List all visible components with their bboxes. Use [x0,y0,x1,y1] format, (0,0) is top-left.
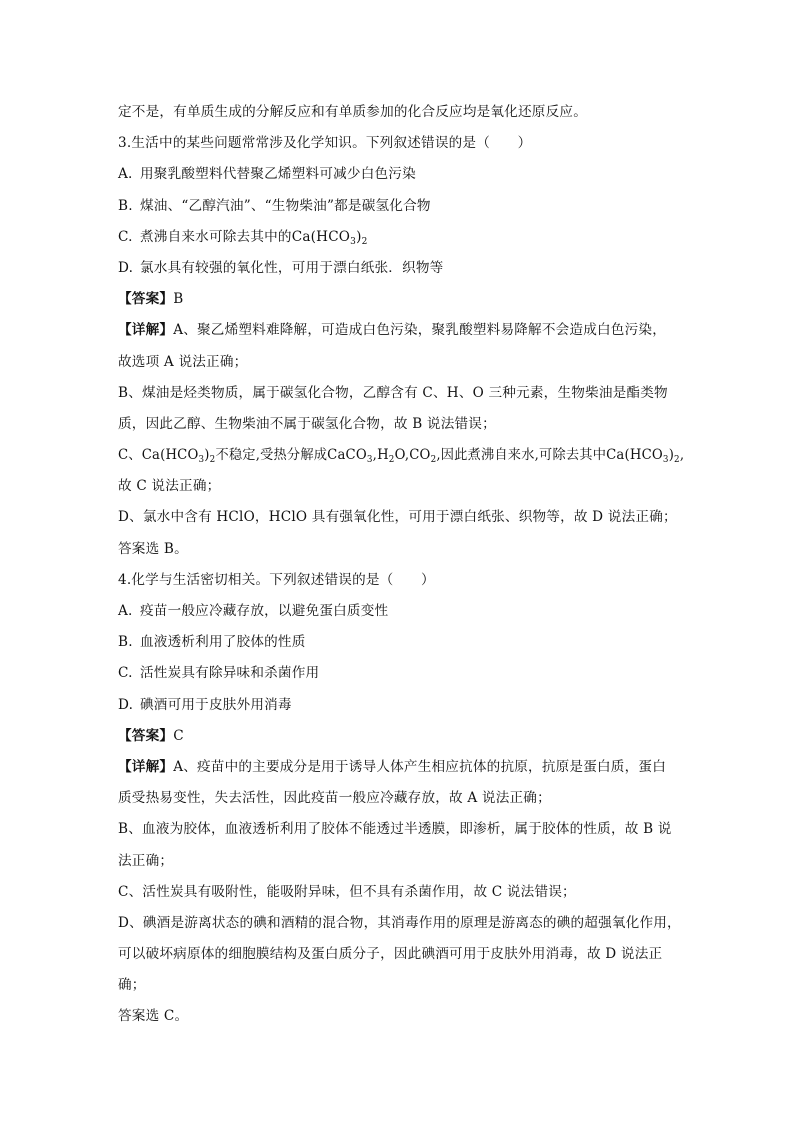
q4-stem-text: 4.化学与生活密切相关。下列叙述错误的是（ ） [118,571,435,588]
q4-explain-d3 [118,974,684,1005]
q3-explain-label: 【详解】 [118,322,174,339]
q3-explain-c1-sub: 3 [366,455,373,466]
document-page [118,101,684,1037]
q3-explain-b2 [118,413,684,444]
q4-explain-a2 [118,787,684,818]
q3-stem [118,132,684,163]
q3-option-b-letter: B. [118,197,133,214]
q3-explain-c1-sub: 2 [209,455,216,466]
q3-explain-c2-text: 故 C 说法正确； [118,478,221,495]
q3-explain-c1 [118,444,685,475]
q3-conclusion [118,538,684,569]
q3-explain-d1-text: D、氯水中含有 HClO，HClO 具有强氧化性，可用于漂白纸张、织物等，故 D 说法正确； [118,509,677,526]
q4-explain-c1 [118,881,684,912]
q4-stem [118,569,684,600]
q4-explain-b1-text: B、血液为胶体，血液透析利用了胶体不能透过半透膜，即渗析，属于胶体的性质，故 B 说 [118,821,672,838]
q3-option-d [118,257,684,288]
q3-option-a-letter: A. [118,166,133,183]
q3-option-c-sub2: 2 [361,236,368,247]
q3-option-c-text-after: ) [356,228,362,245]
q3-explain-c1-part: ) [668,447,675,464]
q4-option-b-letter: B. [118,634,133,651]
q4-option-b [118,631,684,662]
q3-explain-c1-part: ) [204,447,210,464]
q3-explain-c1-sub: 2 [388,455,395,466]
q3-explain-c1-part: ,因此煮沸自来水,可除去其中Ca(HCO [436,447,663,464]
q3-option-a-text: 用聚乳酸塑料代替聚乙烯塑料可减少白色污染 [140,166,416,183]
q4-explain-d2-text: 可以破坏病原体的细胞膜结构及蛋白质分子，因此碘酒可用于皮肤外用消毒，故 D 说法正 [118,946,663,963]
q4-option-d [118,694,684,725]
intro-text: 定不是，有单质生成的分解反应和有单质参加的化合反应均是氧化还原反应。 [118,104,587,120]
q3-answer-label: 【答案】 [118,291,174,308]
q3-explain-c1-sub: 2 [674,455,680,466]
q3-explain-a1-text: A、聚乙烯塑料难降解，可造成白色污染，聚乳酸塑料易降解不会造成白色污染， [173,322,666,339]
q3-explain-a2 [118,351,684,382]
q3-explain-c2 [118,475,684,506]
q3-option-b [118,195,684,226]
q3-explain-c1-part: O,CO [394,447,431,464]
q4-option-c [118,662,684,693]
q4-answer-value: C [173,727,184,744]
q3-explain-b2-text: 质，因此乙醇、生物柴油不属于碳氢化合物，故 B 说法错误； [118,415,496,432]
q4-explain-b2-text: 法正确； [118,852,174,869]
q4-explain-a2-text: 质受热易变性，失去活性，因此疫苗一般应冷藏存放，故 A 说法正确； [118,790,551,807]
q4-explain-a1 [118,756,684,787]
q3-option-c-text: 煮沸自来水可除去其中的Ca(HCO [140,228,351,245]
q4-explain-d2 [118,943,684,974]
q3-explain-c1-part: ,H [372,447,389,464]
q3-option-d-text: 氯水具有较强的氧化性，可用于漂白纸张．织物等 [140,259,444,276]
q3-explain-c1-sub: 3 [662,455,669,466]
q4-conclusion-text: 答案选 C。 [118,1008,189,1025]
q3-option-c [118,226,684,257]
q3-explain-c1-sub: 2 [430,455,437,466]
q3-explain-a2-text: 故选项 A 说法正确； [118,353,248,370]
q3-explain-d1 [118,506,684,537]
q4-option-a-letter: A. [118,603,133,619]
q4-explain-c1-text: C、活性炭具有吸附性，能吸附异味，但不具有杀菌作用，故 C 说法错误； [118,883,576,900]
q3-stem-text: 3.生活中的某些问题常常涉及化学知识。下列叙述错误的是（ ） [118,135,532,152]
q3-explain-c1-part: , [679,447,685,464]
q3-answer-value: B [173,291,184,308]
q4-option-d-letter: D. [118,696,134,713]
q4-conclusion [118,1005,684,1036]
q3-explain-a1 [118,319,684,350]
intro-line [118,101,684,132]
q4-answer [118,725,684,756]
q4-explain-d1 [118,912,684,943]
q4-explain-label: 【详解】 [118,758,174,775]
q3-option-c-letter: C. [118,228,133,245]
q4-option-a [118,600,684,631]
q4-option-b-text: 血液透析利用了胶体的性质 [140,634,306,651]
q3-explain-c1-part: C、Ca(HCO [118,447,199,464]
q4-option-c-letter: C. [118,665,133,682]
q3-option-d-letter: D. [118,259,134,276]
q3-option-c-sub: 3 [350,236,357,247]
q3-explain-b1 [118,382,684,413]
q4-explain-d1-text: D、碘酒是游离状态的碘和酒精的混合物，其消毒作用的原理是游离态的碘的超强氧化作用， [118,914,681,931]
q4-explain-b2 [118,850,684,881]
q3-option-a [118,163,684,194]
q4-explain-d3-text: 确； [118,977,146,994]
q4-explain-b1 [118,818,684,849]
q3-option-b-text: 煤油、“乙醇汽油”、“生物柴油”都是碳氢化合物 [140,197,431,214]
q3-conclusion-text: 答案选 B。 [118,540,188,557]
q3-explain-b1-text: B、煤油是烃类物质，属于碳氢化合物，乙醇含有 C、H、O 三种元素，生物柴油是酯类物 [118,384,668,401]
q3-explain-c1-part: 不稳定,受热分解成CaCO [215,447,367,464]
q3-answer [118,288,684,319]
q3-explain-c1-sub: 3 [198,455,205,466]
q4-explain-a1-text: A、疫苗中的主要成分是用于诱导人体产生相应抗体的抗原，抗原是蛋白质，蛋白 [173,758,666,775]
q4-option-d-text: 碘酒可用于皮肤外用消毒 [140,696,292,713]
q4-option-c-text: 活性炭具有除异味和杀菌作用 [140,665,320,682]
q4-option-a-text: 疫苗一般应冷藏存放，以避免蛋白质变性 [140,603,389,619]
q4-answer-label: 【答案】 [118,727,174,744]
